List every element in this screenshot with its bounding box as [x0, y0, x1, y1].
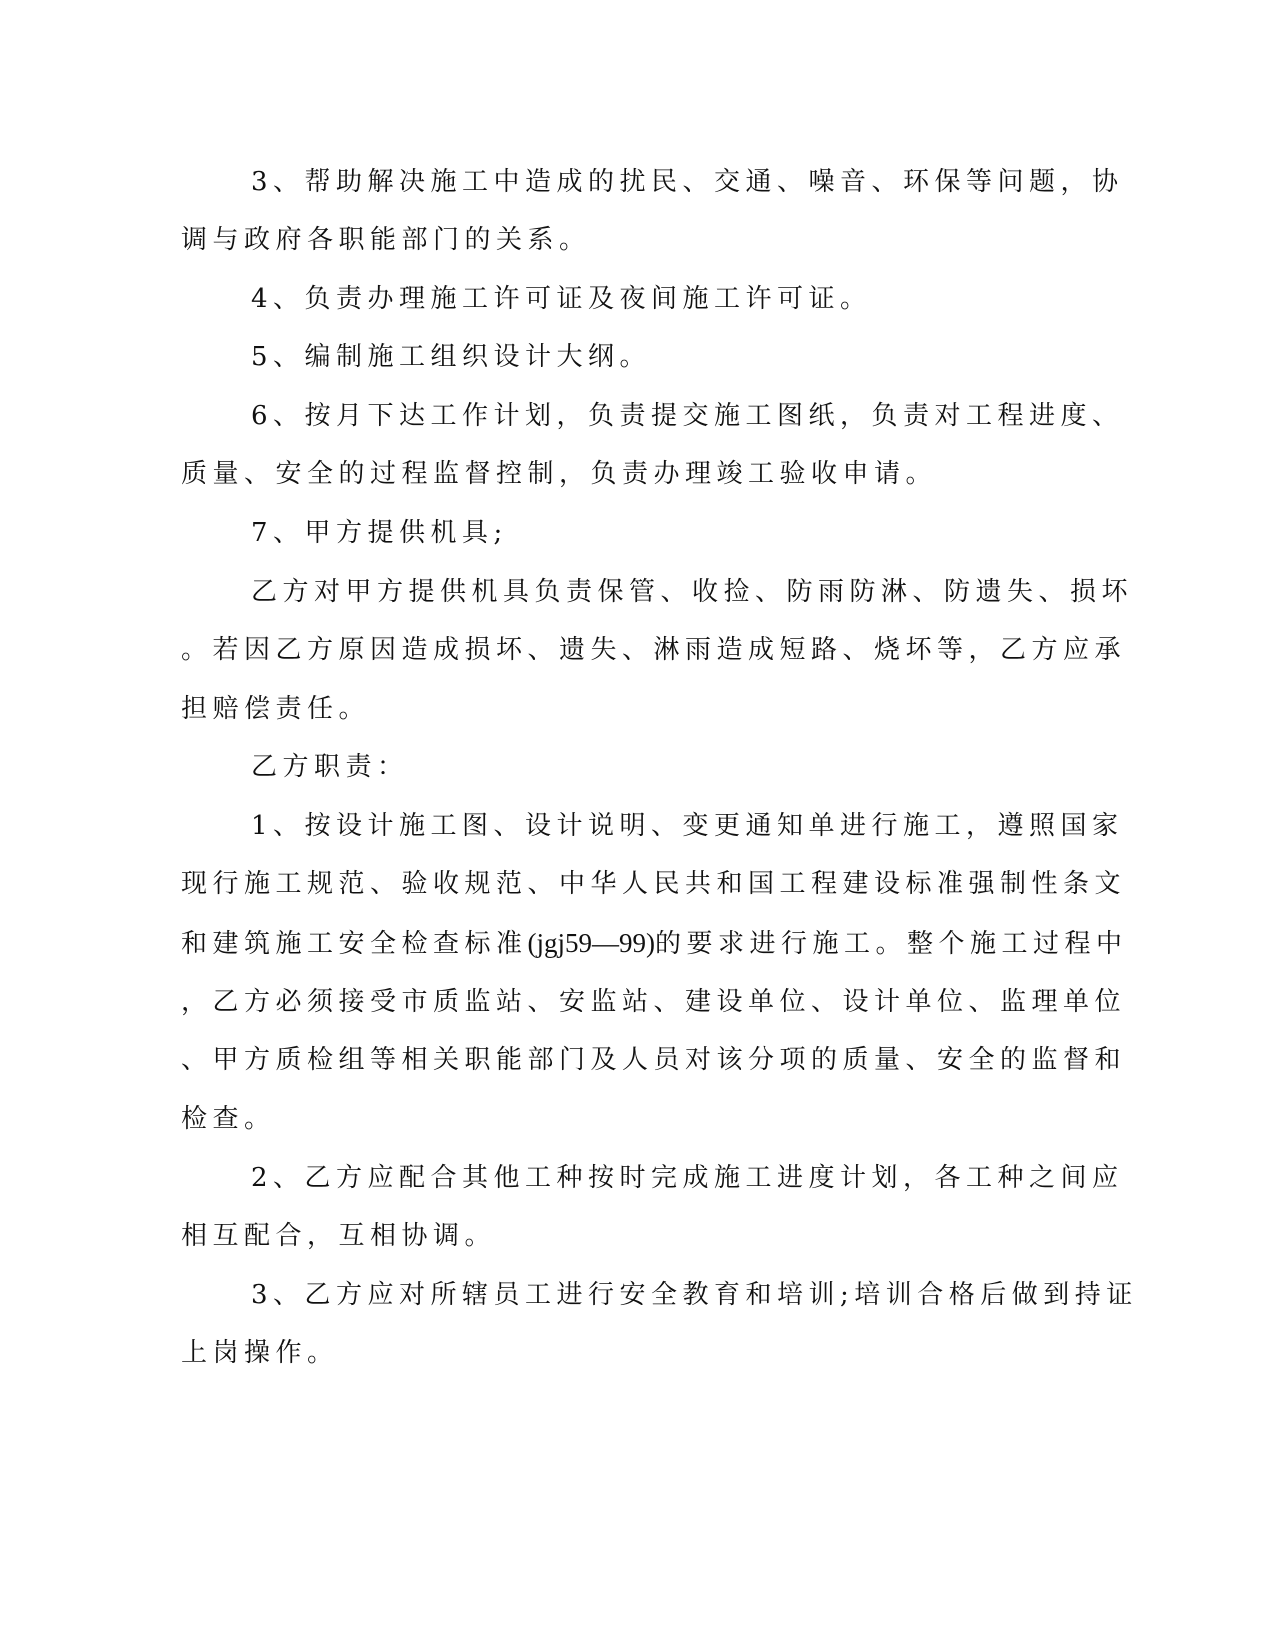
- paragraph-line: 6、按月下达工作计划，负责提交施工图纸，负责对工程进度、: [251, 401, 1124, 431]
- paragraph-line: 相互配合，互相协调。: [181, 1221, 497, 1251]
- paragraph-line: 1、按设计施工图、设计说明、变更通知单进行施工，遵照国家: [251, 811, 1124, 841]
- paragraph-line: 现行施工规范、验收规范、中华人民共和国工程建设标准强制性条文: [181, 869, 1127, 899]
- paragraph-line: 乙方对甲方提供机具负责保管、收捡、防雨防淋、防遗失、损坏: [251, 577, 1134, 607]
- paragraph-line: 7、甲方提供机具;: [251, 518, 508, 548]
- text-segment: 的要求进行施工。整个施工过程中: [655, 929, 1128, 959]
- paragraph-line: 、甲方质检组等相关职能部门及人员对该分项的质量、安全的监督和: [181, 1045, 1127, 1075]
- paragraph-line: 2、乙方应配合其他工种按时完成施工进度计划，各工种之间应: [251, 1163, 1124, 1193]
- text-segment: 和建筑施工安全检查标准: [181, 929, 528, 959]
- paragraph-line: 上岗操作。: [181, 1338, 339, 1368]
- standard-code: (jgj59—99): [527, 928, 656, 958]
- paragraph-line: 5、编制施工组织设计大纲。: [251, 342, 652, 372]
- section-heading: 乙方职责：: [251, 752, 409, 782]
- paragraph-line: ，乙方必须接受市质监站、安监站、建设单位、设计单位、监理单位: [181, 987, 1127, 1017]
- paragraph-line: 3、乙方应对所辖员工进行安全教育和培训;培训合格后做到持证: [251, 1280, 1138, 1310]
- paragraph-line: 质量、安全的过程监督控制，负责办理竣工验收申请。: [181, 459, 938, 489]
- paragraph-line: 3、帮助解决施工中造成的扰民、交通、噪音、环保等问题，协: [251, 167, 1124, 197]
- paragraph-line: 。若因乙方原因造成损坏、遗失、淋雨造成短路、烧坏等，乙方应承: [181, 635, 1127, 665]
- paragraph-line: [181, 925, 1128, 962]
- paragraph-line: 4、负责办理施工许可证及夜间施工许可证。: [251, 284, 872, 314]
- paragraph-line: 担赔偿责任。: [181, 694, 371, 724]
- paragraph-line: 调与政府各职能部门的关系。: [181, 225, 591, 255]
- paragraph-line: 检查。: [181, 1104, 276, 1134]
